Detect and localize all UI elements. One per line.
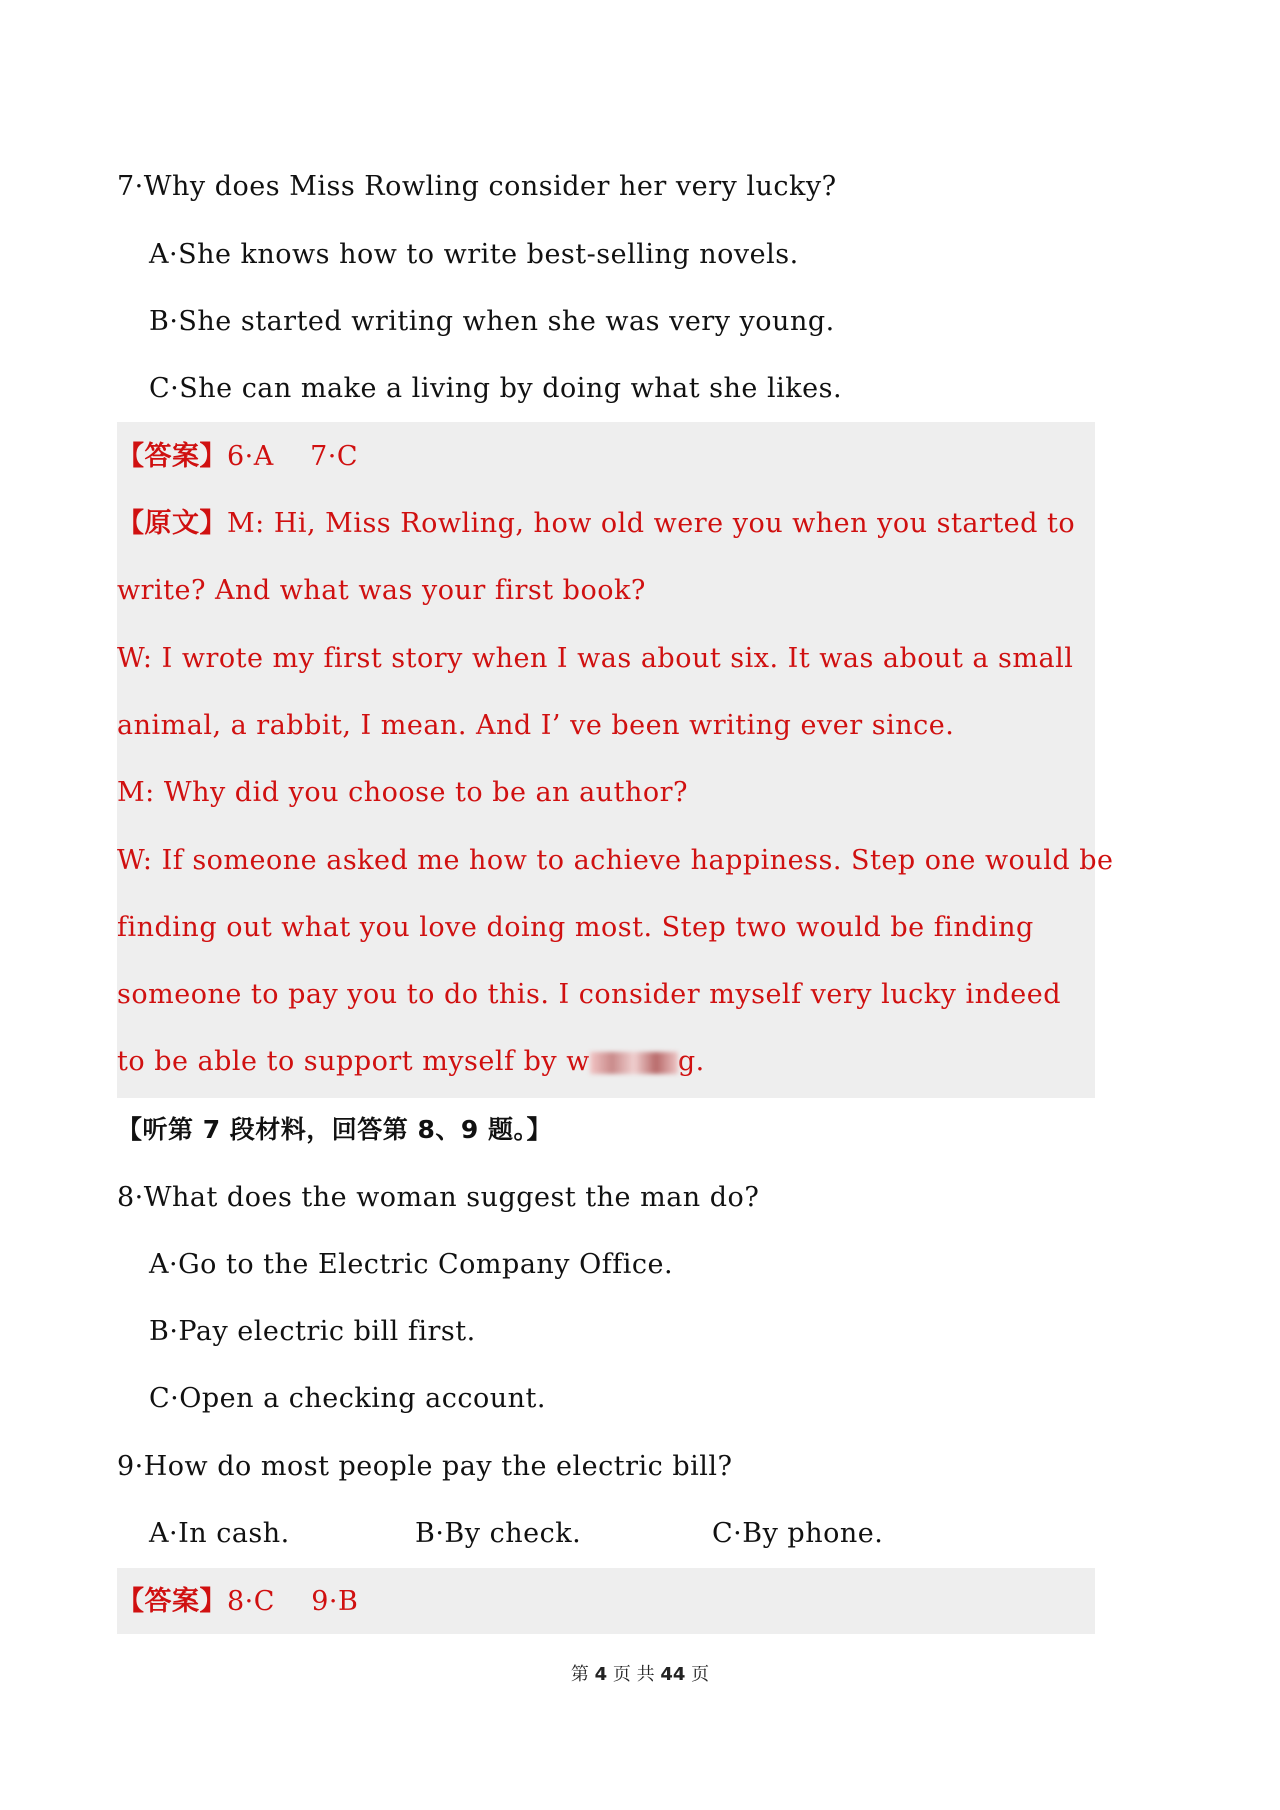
transcript-line-4: animal, a rabbit, I mean. And I’ ve been writing ever since.: [117, 710, 955, 741]
q9-option-a: A·In cash.: [149, 1518, 290, 1549]
answer-line-2: [117, 1577, 358, 1627]
footer-page-number: 4: [594, 1664, 608, 1685]
transcript-line-3: W: I wrote my first story when I was about six. It was about a small: [117, 643, 1074, 674]
q7-option-b: B·She started writing when she was very young.: [149, 306, 835, 337]
q9-option-b: B·By check.: [415, 1518, 582, 1549]
footer-total-pages: 44: [660, 1664, 686, 1685]
transcript-line-1: [117, 499, 1075, 549]
transcript-line-7: finding out what you love doing most. Step two would be finding: [117, 912, 1034, 943]
footer-mid: 页 共: [612, 1664, 655, 1685]
transcript-line-5: M: Why did you choose to be an author?: [117, 777, 688, 808]
answer2-tag: 【答案】: [117, 1586, 227, 1617]
transcript-tag: 【原文】: [117, 508, 227, 539]
transcript-line-2: write? And what was your first book?: [117, 575, 646, 606]
section-heading: 【听第 7 段材料，回答第 8、9 题。】: [117, 1115, 553, 1144]
answer-text: 6·A 7·C: [227, 441, 359, 472]
answer-line-1: [117, 432, 358, 482]
q9-question: 9·How do most people pay the electric bill?: [117, 1451, 733, 1482]
q8-option-a: A·Go to the Electric Company Office.: [149, 1249, 674, 1280]
q7-question: 7·Why does Miss Rowling consider her very lucky?: [117, 171, 837, 202]
answer-tag: 【答案】: [117, 441, 227, 472]
q8-option-c: C·Open a checking account.: [149, 1383, 546, 1414]
transcript-text: M: Hi, Miss Rowling, how old were you when you started to: [227, 508, 1076, 539]
footer-post: 页: [691, 1664, 710, 1685]
transcript-line-9: [117, 1037, 705, 1087]
q8-option-b: B·Pay electric bill first.: [149, 1316, 476, 1347]
transcript-line-6: W: If someone asked me how to achieve happiness. Step one would be: [117, 845, 1114, 876]
footer-pre: 第: [570, 1664, 589, 1685]
q7-option-c: C·She can make a living by doing what she likes.: [149, 373, 843, 404]
q9-option-c: C·By phone.: [712, 1518, 884, 1549]
blurred-word: [590, 1052, 678, 1074]
q9-options-row: [149, 1509, 909, 1559]
q7-option-a: A·She knows how to write best-selling novels.: [149, 239, 799, 270]
transcript-line-8: someone to pay you to do this. I consider myself very lucky indeed: [117, 979, 1062, 1010]
transcript-last-suffix: g.: [677, 1046, 705, 1077]
answer2-text: 8·C 9·B: [227, 1586, 359, 1617]
transcript-last-prefix: to be able to support myself by w: [117, 1046, 590, 1077]
q8-question: 8·What does the woman suggest the man do?: [117, 1182, 760, 1213]
page-footer: [0, 1660, 1280, 1686]
